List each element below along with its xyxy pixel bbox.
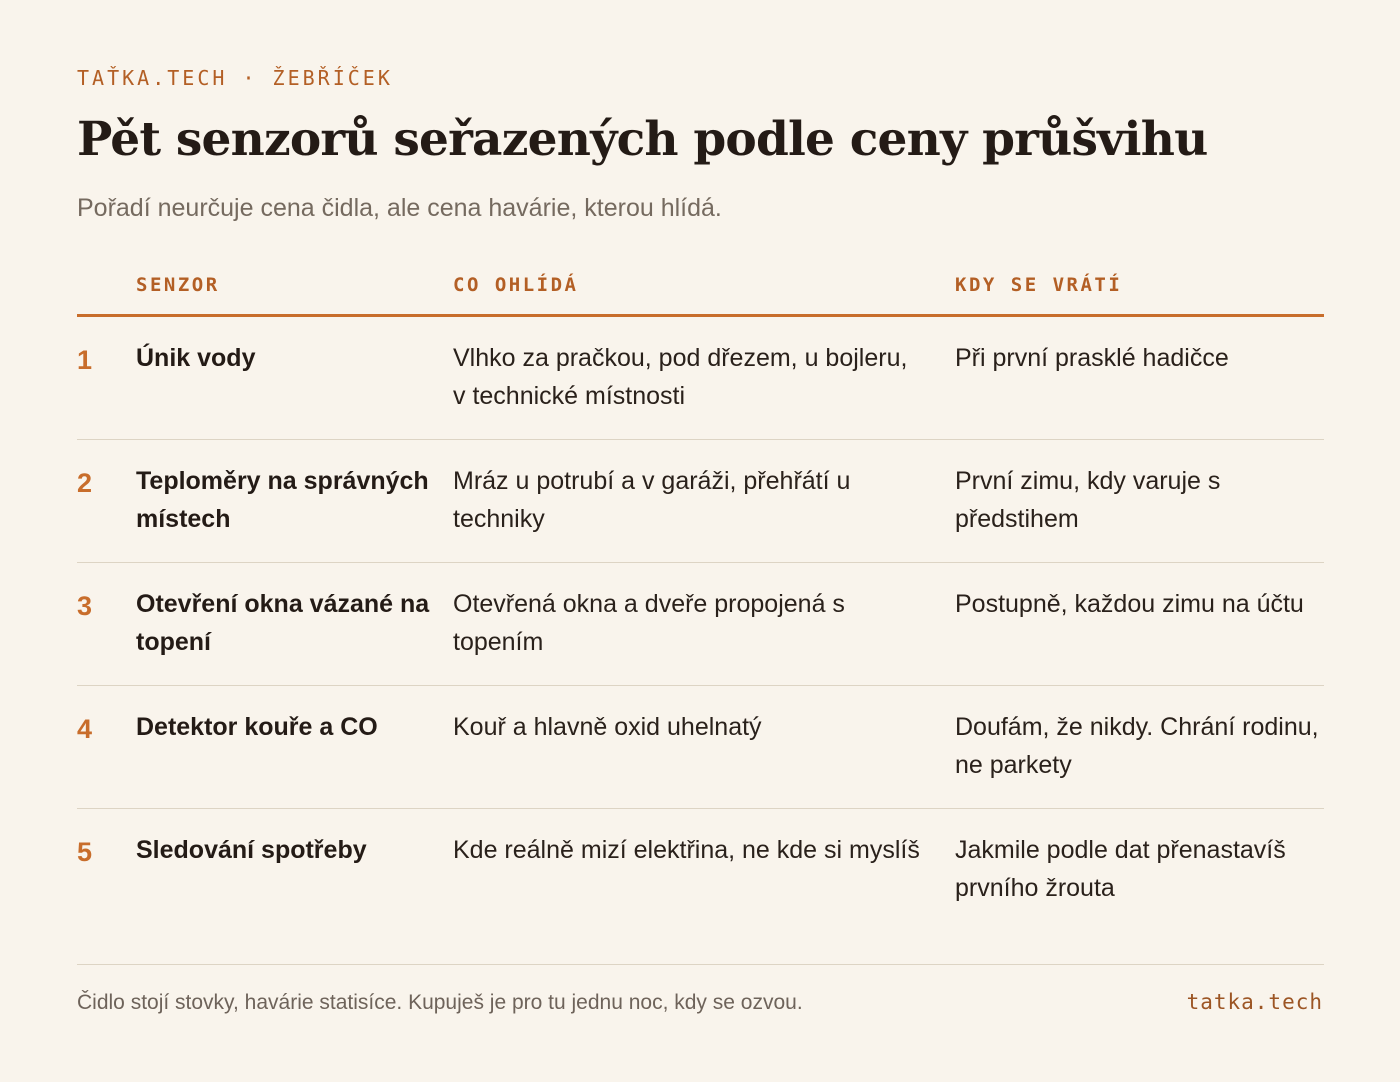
sensor-watches: Kouř a hlavně oxid uhelnatý: [453, 713, 762, 741]
footer-divider: [77, 964, 1324, 965]
sensor-name: Teploměry na správných místech: [136, 467, 429, 533]
table-header: [77, 260, 1324, 317]
rank-number: 4: [77, 714, 93, 744]
sensor-payback: Postupně, každou zimu na účtu: [955, 590, 1304, 618]
kicker-label: TAŤKA.TECH · ŽEBŘÍČEK: [77, 66, 393, 90]
sensor-name: Sledování spotřeby: [136, 836, 367, 864]
sensor-payback: Při první prasklé hadičce: [955, 344, 1229, 372]
rank-number: 1: [77, 345, 93, 375]
sensor-watches: Mráz u potrubí a v garáži, přehřátí u techniky: [453, 467, 851, 533]
footer-note: Čidlo stojí stovky, havárie statisíce. Kupuješ je pro tu jednu noc, kdy se ozvou.: [77, 991, 803, 1014]
table-row: [77, 317, 1324, 440]
rank-number: 5: [77, 837, 93, 867]
column-header-watches: CO OHLÍDÁ: [453, 274, 579, 296]
ranking-table: [77, 260, 1324, 931]
page-subtitle: Pořadí neurčuje cena čidla, ale cena havárie, kterou hlídá.: [77, 194, 722, 222]
sensor-name: Detektor kouře a CO: [136, 713, 378, 741]
sensor-payback: Jakmile podle dat přenastavíš prvního žrouta: [955, 836, 1286, 902]
sensor-name: Únik vody: [136, 344, 256, 372]
column-header-sensor: SENZOR: [136, 274, 220, 296]
rank-number: 3: [77, 591, 93, 621]
table-row: [77, 563, 1324, 686]
table-row: [77, 686, 1324, 809]
sensor-watches: Kde reálně mizí elektřina, ne kde si myslíš: [453, 836, 920, 864]
sensor-watches: Otevřená okna a dveře propojená s topením: [453, 590, 845, 656]
page-title: Pět senzorů seřazených podle ceny průšvihu: [77, 112, 1208, 167]
table-row: [77, 809, 1324, 931]
column-header-payback: KDY SE VRÁTÍ: [955, 274, 1123, 296]
sensor-payback: Doufám, že nikdy. Chrání rodinu, ne parkety: [955, 713, 1319, 779]
rank-number: 2: [77, 468, 93, 498]
sensor-watches: Vlhko za pračkou, pod dřezem, u bojleru, v technické místnosti: [453, 344, 908, 410]
sensor-payback: První zimu, kdy varuje s předstihem: [955, 467, 1221, 533]
sensor-name: Otevření okna vázané na topení: [136, 590, 430, 656]
table-row: [77, 440, 1324, 563]
brand-link[interactable]: tatka.tech: [1186, 990, 1323, 1014]
